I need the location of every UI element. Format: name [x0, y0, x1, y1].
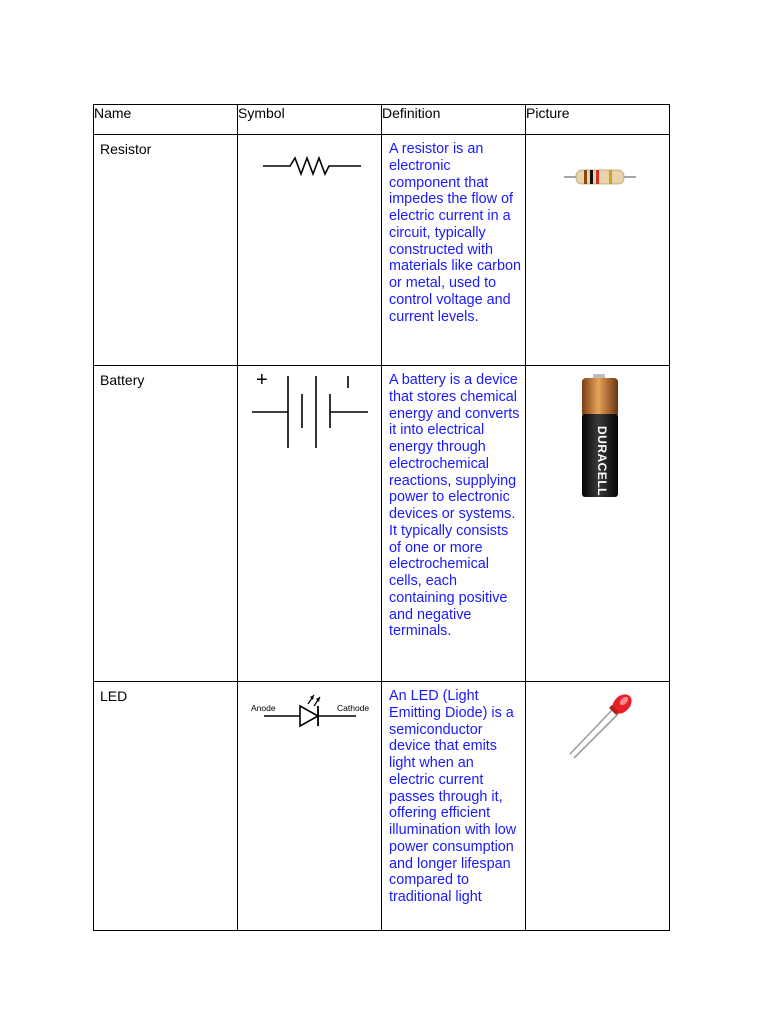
led-symbol: [238, 682, 382, 931]
led-picture: [526, 682, 670, 931]
header-picture: Picture: [526, 105, 670, 135]
components-table: [93, 104, 670, 931]
table-row: [94, 682, 670, 931]
component-definition: An LED (Light Emitting Diode) is a semiconductor device that emits light when an electric current passes through it, offering efficient illumination with low power consumption and longer lifespan compared to traditional light: [382, 682, 526, 931]
led-cathode-label: Cathode: [337, 703, 370, 713]
header-name: Name: [94, 105, 238, 135]
header-definition: Definition: [382, 105, 526, 135]
resistor-symbol: [238, 135, 382, 366]
battery-brand-label: DURACELL: [595, 426, 609, 496]
battery-symbol: [238, 366, 382, 682]
component-definition: A battery is a device that stores chemical energy and converts it into electrical energy through electrochemical reactions, supplying power to electronic devices or systems. It typically consists of one or more electrochemical cells, each containing positive and negative terminals.: [382, 366, 526, 682]
component-name: Resistor: [94, 135, 238, 366]
component-name: Battery: [94, 366, 238, 682]
led-anode-label: Anode: [251, 703, 276, 713]
resistor-picture: [526, 135, 670, 366]
battery-plus-sign: +: [256, 369, 268, 391]
component-definition: A resistor is an electronic component that impedes the flow of electric current in a circuit, typically constructed with materials like carbon or metal, used to control voltage and current levels.: [382, 135, 526, 366]
header-symbol: Symbol: [238, 105, 382, 135]
component-name: LED: [94, 682, 238, 931]
battery-picture: [526, 366, 670, 682]
battery-symbol-icon: [238, 366, 380, 456]
led-symbol-icon: [238, 682, 380, 742]
table-header-row: [94, 105, 670, 135]
table-row: [94, 366, 670, 682]
led-photo-icon: [526, 682, 668, 772]
resistor-symbol-icon: [238, 135, 380, 195]
resistor-photo-icon: [526, 135, 668, 215]
table-row: [94, 135, 670, 366]
